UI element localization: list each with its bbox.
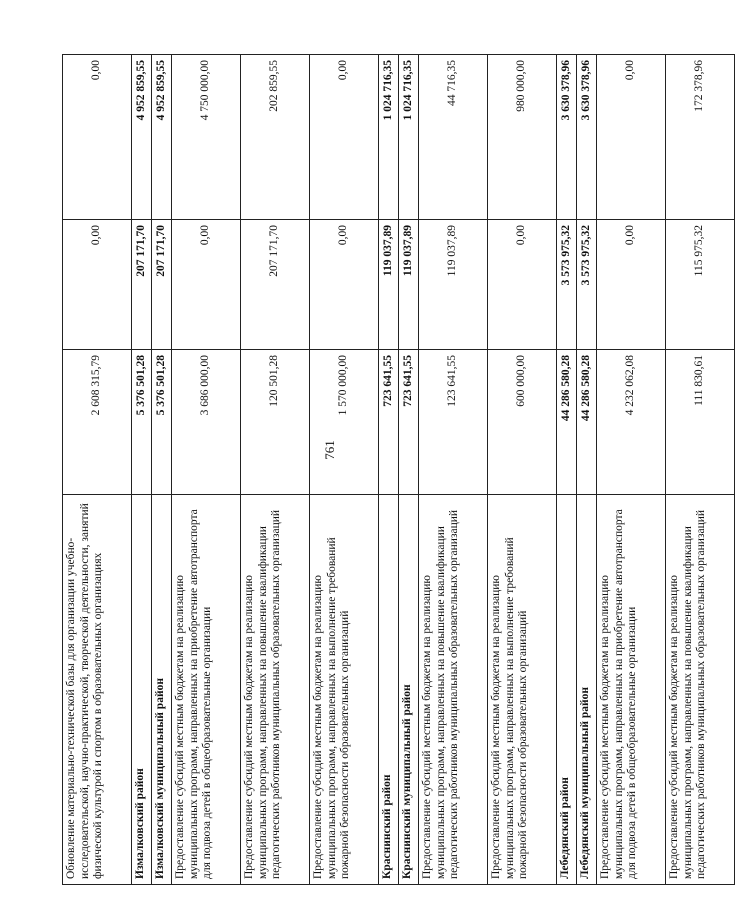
value-cell-1-text: 44 286 580,28 (579, 355, 592, 422)
row-name-cell (666, 495, 735, 885)
value-cell-3-text: 3 630 378,96 (559, 60, 572, 121)
row-name-cell (577, 495, 597, 885)
value-cell-2 (597, 220, 666, 350)
value-cell-1-text: 723 641,55 (401, 355, 414, 407)
row-name-cell-text: Предоставление субсидий местным бюджетам на реализацию муниципальных программ, направленных на повышение квалификации педагогических работников муниципальных образовательных организаций (668, 509, 708, 879)
rotated-table-frame (62, 55, 708, 885)
row-name-cell-text: Предоставление субсидий местным бюджетам на реализацию муниципальных программ, направленных на повышение квалификации педагогических работников муниципальных образовательных организаций (243, 509, 283, 879)
value-cell-1 (241, 350, 310, 495)
value-cell-2 (152, 220, 172, 350)
value-cell-2 (172, 220, 241, 350)
table-row (597, 55, 666, 885)
table-row (666, 55, 735, 885)
row-name-cell-text: Лебедянский район (559, 777, 571, 879)
value-cell-2 (399, 220, 419, 350)
value-cell-2-text: 0,00 (90, 225, 103, 246)
row-name-cell (597, 495, 666, 885)
row-name-cell (241, 495, 310, 885)
value-cell-2-text: 207 171,70 (134, 225, 147, 277)
value-cell-2 (577, 220, 597, 350)
value-cell-3-text: 0,00 (624, 60, 637, 81)
value-cell-1 (577, 350, 597, 495)
value-cell-1 (399, 350, 419, 495)
table-row (310, 55, 379, 885)
value-cell-1 (379, 350, 399, 495)
budget-table-container (62, 55, 708, 885)
value-cell-3 (132, 55, 152, 220)
value-cell-3-text: 44 716,35 (446, 60, 459, 106)
row-name-cell-text: Лебедянский муниципальный район (579, 686, 591, 879)
value-cell-3 (152, 55, 172, 220)
value-cell-3-text: 202 859,55 (268, 60, 281, 112)
value-cell-3-text: 0,00 (90, 60, 103, 81)
value-cell-1 (172, 350, 241, 495)
row-name-cell (419, 495, 488, 885)
value-cell-2-text: 207 171,70 (268, 225, 281, 277)
value-cell-1 (419, 350, 488, 495)
row-name-cell-text: Измалковский муниципальный район (154, 678, 166, 879)
value-cell-2 (132, 220, 152, 350)
value-cell-1-text: 600 000,00 (515, 355, 528, 407)
value-cell-2-text: 119 037,89 (446, 225, 459, 277)
value-cell-2-text: 3 573 975,32 (559, 225, 572, 286)
value-cell-3 (241, 55, 310, 220)
value-cell-3-text: 4 952 859,55 (154, 60, 167, 121)
municipal-total-row (399, 55, 419, 885)
row-name-cell-text: Предоставление субсидий местным бюджетам на реализацию муниципальных программ, направленных на приобретение автотранспорта для подвоза детей в общеобразовательные организации (174, 509, 214, 879)
row-name-cell-text: Краснинский район (381, 774, 393, 879)
value-cell-2 (63, 220, 132, 350)
value-cell-2-text: 207 171,70 (154, 225, 167, 277)
value-cell-2 (241, 220, 310, 350)
row-name-cell (399, 495, 419, 885)
row-name-cell-text: Краснинский муниципальный район (401, 684, 413, 879)
value-cell-3 (172, 55, 241, 220)
row-name-cell (557, 495, 577, 885)
value-cell-3 (557, 55, 577, 220)
value-cell-1 (488, 350, 557, 495)
value-cell-2-text: 119 037,89 (381, 225, 394, 277)
value-cell-1-text: 723 641,55 (381, 355, 394, 407)
value-cell-1-text: 44 286 580,28 (559, 355, 572, 422)
value-cell-3-text: 4 952 859,55 (134, 60, 147, 121)
value-cell-2-text: 119 037,89 (401, 225, 414, 277)
value-cell-3-text: 1 024 716,35 (401, 60, 414, 121)
value-cell-3 (597, 55, 666, 220)
value-cell-1-text: 5 376 501,28 (154, 355, 167, 416)
value-cell-2 (379, 220, 399, 350)
row-name-cell (63, 495, 132, 885)
value-cell-3 (379, 55, 399, 220)
row-name-cell (172, 495, 241, 885)
value-cell-1 (310, 350, 379, 495)
table-row (488, 55, 557, 885)
row-name-cell-text: Измалковский район (134, 768, 146, 879)
budget-table-body (63, 55, 735, 885)
municipal-total-row (152, 55, 172, 885)
table-row (172, 55, 241, 885)
row-name-cell (379, 495, 399, 885)
table-row (419, 55, 488, 885)
table-row (63, 55, 132, 885)
row-name-cell-text: Предоставление субсидий местным бюджетам на реализацию муниципальных программ, направленных на выполнение требований пожарной безопасности образовательных организаций (312, 537, 352, 879)
row-name-cell-text: Предоставление субсидий местным бюджетам на реализацию муниципальных программ, направленных на приобретение автотранспорта для подвоза детей в общеобразовательные организации (599, 509, 639, 879)
value-cell-1-text: 1 570 000,00 (337, 355, 350, 416)
value-cell-3-text: 3 630 378,96 (579, 60, 592, 121)
value-cell-2 (488, 220, 557, 350)
value-cell-2-text: 115 975,32 (693, 225, 706, 277)
value-cell-2-text: 0,00 (199, 225, 212, 246)
table-row (241, 55, 310, 885)
value-cell-1-text: 111 830,61 (693, 355, 706, 406)
value-cell-1-text: 120 501,28 (268, 355, 281, 407)
value-cell-1-text: 123 641,55 (446, 355, 459, 407)
row-name-cell-text: Предоставление субсидий местным бюджетам на реализацию муниципальных программ, направленных на выполнение требований пожарной безопасности образовательных организаций (490, 537, 530, 879)
value-cell-3-text: 980 000,00 (515, 60, 528, 112)
value-cell-1 (152, 350, 172, 495)
value-cell-2 (557, 220, 577, 350)
row-name-cell (488, 495, 557, 885)
value-cell-3-text: 172 378,96 (693, 60, 706, 112)
row-name-cell-text: Обновление материально-технической базы для организации учебно-исследовательской, научно-практической, творческой деятельности, занятий физической культурой и спортом в образовательных организациях (65, 503, 105, 879)
page-number: 761 (322, 440, 337, 460)
value-cell-1 (666, 350, 735, 495)
value-cell-2-text: 3 573 975,32 (579, 225, 592, 286)
value-cell-2 (310, 220, 379, 350)
value-cell-3 (310, 55, 379, 220)
district-total-row (132, 55, 152, 885)
value-cell-1-text: 3 686 000,00 (199, 355, 212, 416)
row-name-cell (310, 495, 379, 885)
value-cell-3-text: 4 750 000,00 (199, 60, 212, 121)
value-cell-1 (557, 350, 577, 495)
value-cell-3-text: 1 024 716,35 (381, 60, 394, 121)
value-cell-3 (399, 55, 419, 220)
value-cell-3 (666, 55, 735, 220)
value-cell-3 (488, 55, 557, 220)
row-name-cell (132, 495, 152, 885)
value-cell-1-text: 4 232 062,08 (624, 355, 637, 416)
district-total-row (379, 55, 399, 885)
value-cell-3 (63, 55, 132, 220)
value-cell-3-text: 0,00 (337, 60, 350, 81)
value-cell-1 (132, 350, 152, 495)
value-cell-1 (597, 350, 666, 495)
row-name-cell-text: Предоставление субсидий местным бюджетам на реализацию муниципальных программ, направленных на повышение квалификации педагогических работников муниципальных образовательных организаций (421, 509, 461, 879)
value-cell-1-text: 2 608 315,79 (90, 355, 103, 416)
value-cell-1-text: 5 376 501,28 (134, 355, 147, 416)
value-cell-2-text: 0,00 (337, 225, 350, 246)
value-cell-2-text: 0,00 (515, 225, 528, 246)
municipal-total-row (577, 55, 597, 885)
budget-table (62, 54, 735, 885)
value-cell-2 (666, 220, 735, 350)
value-cell-2-text: 0,00 (624, 225, 637, 246)
value-cell-2 (419, 220, 488, 350)
value-cell-3 (419, 55, 488, 220)
value-cell-3 (577, 55, 597, 220)
row-name-cell (152, 495, 172, 885)
district-total-row (557, 55, 577, 885)
value-cell-1 (63, 350, 132, 495)
